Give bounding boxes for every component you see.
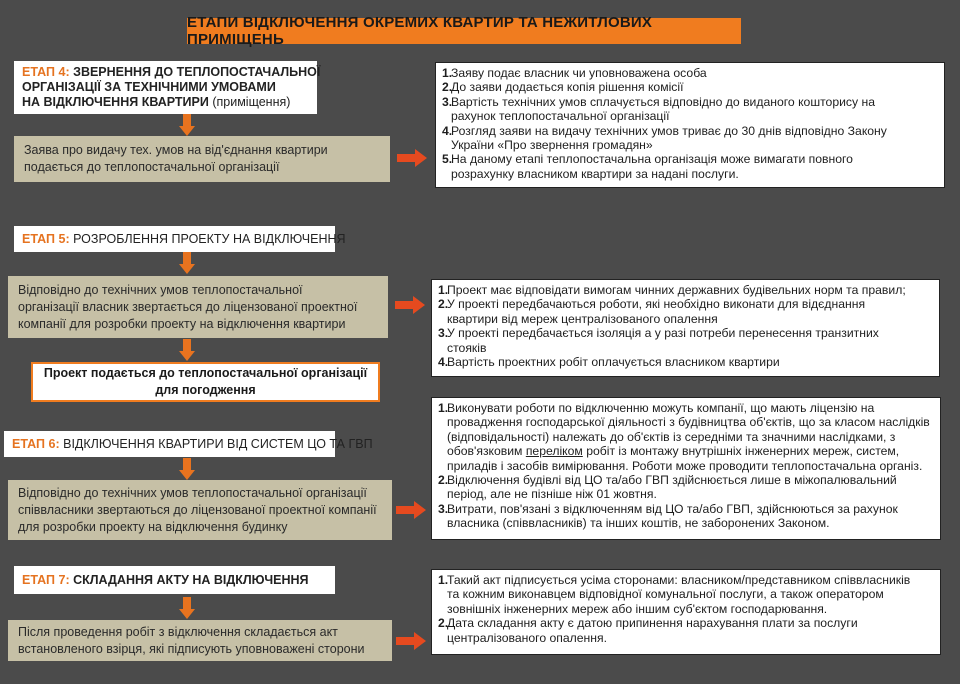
stage-5-step: Відповідно до технічних умов теплопостачальної організації власник звертається до ліцензованої проектної компанії для розробки проекту на відключення квартири: [8, 276, 388, 338]
arrow-down-icon: [179, 252, 195, 274]
info-item: 3. Витрати, пов'язані з відключенням від ЦО та/або ГВП, здійснюються за рахунок власника (співвласників) та інших коштів, не заборонених Законом.: [438, 501, 898, 531]
info-item: 1. Такий акт підписується усіма сторонами: власником/представником співвласників та кожним виконавцем відповідної комунальної послуги, а також оператором зовнішніх інженерних мереж або іншим суб'єктом господарювання.: [438, 573, 911, 616]
stage-7-step: Після проведення робіт з відключення складається акт встановленого взірця, які підписують уповноважені сторони: [8, 620, 392, 661]
arrow-right-icon: [396, 632, 426, 650]
stage-4-step: Заява про видачу тех. умов на від'єднання квартири подається до теплопостачальної організації: [14, 136, 390, 182]
info-item: 2. До заяви додається копія рішення комісії: [442, 80, 684, 95]
stage-6-label: ЕТАП 6:: [12, 436, 60, 451]
info-item: 1. Проект має відповідати вимогам чинних державних будівельних норм та правил;: [438, 283, 906, 297]
info-item: 2. Дата складання акту є датою припинення нарахування плати за послуги централізованого опалення.: [438, 616, 858, 645]
stage-5-approval: Проект подається до теплопостачальної організації для погодження: [31, 362, 380, 402]
arrow-down-icon: [179, 114, 195, 136]
arrow-right-icon: [397, 149, 427, 167]
info-item: 1. Виконувати роботи по відключенню можуть компанії, що мають ліцензію на провадження господарської діяльності з будівництва об'єктів, що за класом наслідків (відповідальності) належать до об'єктів із середніми та значними наслідками, з обов'язковим переліком робіт із монтажу внутрішніх інженерних мереж, систем, приладів і засобів вимірювання. Роботи може проводити теплопостачальна організ.: [438, 401, 930, 473]
stage-6-info: [431, 397, 941, 540]
stage-5-header: ЕТАП 5: РОЗРОБЛЕННЯ ПРОЕКТУ НА ВІДКЛЮЧЕННЯ: [14, 226, 335, 252]
list-link[interactable]: переліком: [525, 444, 583, 459]
page-title: ЕТАПИ ВІДКЛЮЧЕННЯ ОКРЕМИХ КВАРТИР ТА НЕЖИТЛОВИХ ПРИМІЩЕНЬ: [187, 18, 741, 44]
info-item: 3. У проекті передбачається ізоляція а у разі потреби перенесення транзитних стояків: [438, 326, 879, 355]
info-item: 3. Вартість технічних умов сплачується відповідно до виданого кошторису на рахунок теплопостачальної організації: [442, 94, 876, 124]
arrow-right-icon: [396, 501, 426, 519]
info-item: 2. Відключення будівлі від ЦО та/або ГВП здійснюється лише в міжопалювальний період, але не пізніше ніж 01 жовтня.: [438, 473, 897, 502]
stage-7-info: [431, 569, 941, 655]
stage-7-header: ЕТАП 7: СКЛАДАННЯ АКТУ НА ВІДКЛЮЧЕННЯ: [14, 566, 335, 594]
arrow-down-icon: [179, 339, 195, 361]
stage-6-step: Відповідно до технічних умов теплопостачальної організації співвласники звертаються до ліцензованої проектної компанії для розробки проекту на відключення будинку: [8, 480, 392, 540]
stage-4-label: ЕТАП 4:: [22, 65, 70, 79]
info-item: 1. Заяву подає власник чи уповноважена особа: [442, 66, 707, 80]
arrow-right-icon: [395, 296, 425, 314]
info-item: 2. У проекті передбачаються роботи, які необхідно виконати для відєднання квартири від мереж централізованого опалення: [438, 297, 866, 326]
arrow-down-icon: [179, 597, 195, 619]
info-item: 4. Вартість проектних робіт оплачується власником квартири: [438, 355, 780, 370]
stage-6-header: ЕТАП 6: ВІДКЛЮЧЕННЯ КВАРТИРИ ВІД СИСТЕМ ЦО ТА ГВП: [4, 431, 335, 457]
stage-5-label: ЕТАП 5:: [22, 231, 70, 246]
stage-5-info: [431, 279, 940, 377]
stage-7-label: ЕТАП 7:: [22, 572, 70, 587]
info-item: 5. На даному етапі теплопостачальна організація може вимагати повного розрахунку власником квартири за надані послуги.: [442, 152, 853, 181]
info-item: 4. Розгляд заяви на видачу технічних умов триває до 30 днів відповідно Закону України «Про звернення громадян»: [442, 123, 887, 153]
stage-4-info: [435, 62, 945, 188]
stage-4-header: ЕТАП 4: ЗВЕРНЕННЯ ДО ТЕПЛОПОСТАЧАЛЬНОЇ ОРГАНІЗАЦІЇ ЗА ТЕХНІЧНИМИ УМОВАМИ НА ВІДКЛЮЧЕННЯ КВАРТИРИ (приміщення): [14, 61, 317, 114]
arrow-down-icon: [179, 458, 195, 480]
